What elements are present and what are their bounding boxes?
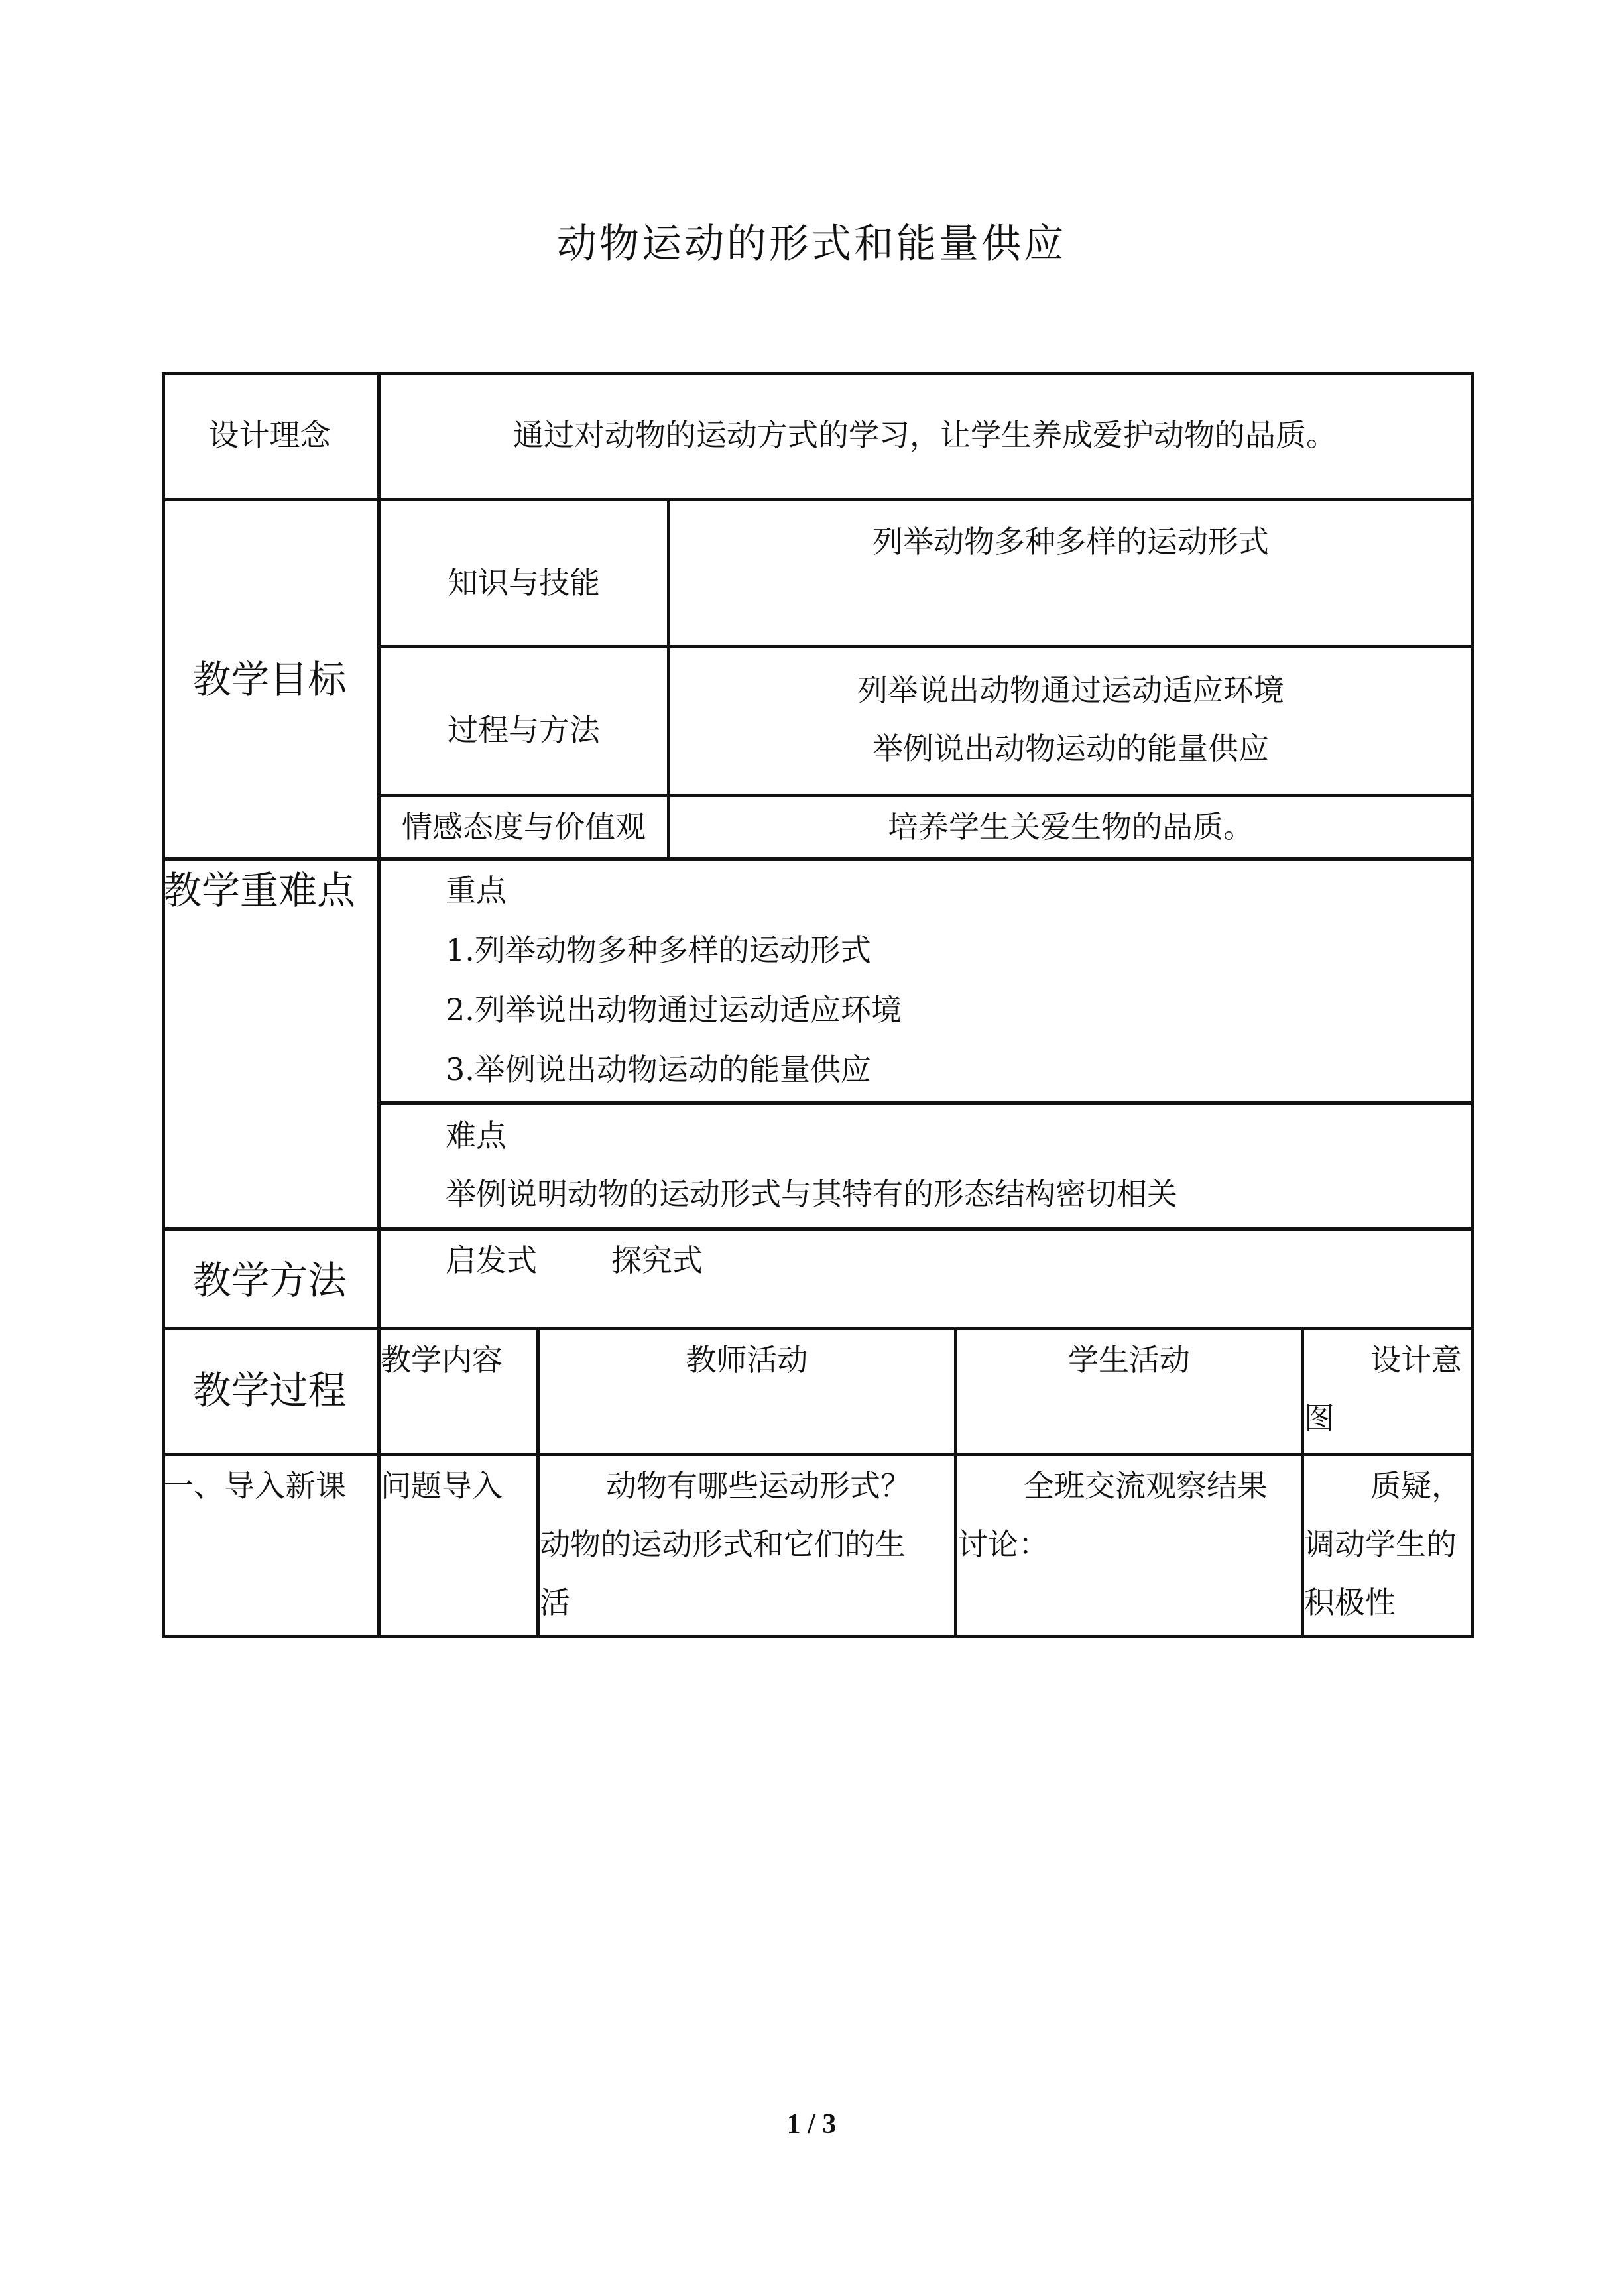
process-content: 问题导入 <box>381 1468 503 1504</box>
table-line <box>379 1453 1474 1456</box>
process-stage: 一、导入新课 <box>163 1468 346 1504</box>
key-points-label: 教学重难点 <box>163 868 356 913</box>
key-item: 1.列举动物多种多样的运动形式 <box>446 932 871 968</box>
goal-content-process-line: 列举说出动物通过运动适应环境 <box>857 672 1284 708</box>
teacher-activity-line: 活 <box>540 1585 570 1620</box>
teacher-activity-line: 动物的运动形式和它们的生 <box>540 1526 906 1562</box>
student-activity-line: 全班交流观察结果 <box>1024 1468 1268 1504</box>
student-activity-line: 讨论： <box>957 1526 1049 1562</box>
methods-label: 教学方法 <box>192 1258 347 1303</box>
table-line <box>379 645 1474 648</box>
table-line <box>162 498 1474 501</box>
design-intent-line: 质疑， <box>1370 1468 1462 1504</box>
key-item: 2.列举说出动物通过运动适应环境 <box>446 992 902 1028</box>
table-line <box>162 1227 1474 1231</box>
process-header-content: 教学内容 <box>381 1342 503 1378</box>
design-concept-content: 通过对动物的运动方式的学习，让学生养成爱护动物的品质。 <box>513 417 1337 453</box>
table-line <box>379 1101 1474 1105</box>
key-item: 3.举例说出动物运动的能量供应 <box>446 1052 871 1087</box>
table-border-bottom <box>162 1635 1474 1638</box>
design-intent-line: 积极性 <box>1304 1585 1396 1620</box>
table-line <box>162 857 1474 861</box>
process-header-teacher: 教师活动 <box>686 1342 808 1378</box>
difficult-item: 举例说明动物的运动形式与其特有的形态结构密切相关 <box>446 1176 1177 1212</box>
method-item: 启发式 <box>446 1242 537 1278</box>
goal-content-process-line: 举例说出动物运动的能量供应 <box>872 731 1269 766</box>
process-label: 教学过程 <box>192 1368 347 1413</box>
goal-label-attitude: 情感态度与价值观 <box>402 809 646 845</box>
design-concept-label: 设计理念 <box>208 417 331 453</box>
design-intent-line: 调动学生的 <box>1304 1526 1457 1562</box>
document-title: 动物运动的形式和能量供应 <box>557 221 1066 267</box>
table-border-top <box>162 372 1474 375</box>
method-item: 探究式 <box>611 1242 703 1278</box>
key-heading: 重点 <box>446 873 507 908</box>
process-header-student: 学生活动 <box>1068 1342 1190 1378</box>
table-line <box>162 1327 1474 1330</box>
process-header-intent-cont: 图 <box>1304 1400 1335 1436</box>
lesson-plan-table <box>162 372 1474 1638</box>
goal-label-process: 过程与方法 <box>448 712 600 748</box>
goal-content-attitude: 培养学生关爱生物的品质。 <box>888 809 1254 845</box>
goal-label-knowledge: 知识与技能 <box>448 565 600 601</box>
process-header-intent: 设计意 <box>1370 1342 1462 1378</box>
table-line <box>379 794 1474 797</box>
difficult-heading: 难点 <box>446 1118 507 1154</box>
table-border-left <box>162 372 165 1638</box>
table-border-right <box>1471 372 1474 1638</box>
teaching-goals-label: 教学目标 <box>192 657 347 702</box>
teacher-activity-line: 动物有哪些运动形式？ <box>606 1468 911 1504</box>
page-number: 1 / 3 <box>786 2109 837 2140</box>
goal-content-knowledge: 列举动物多种多样的运动形式 <box>872 524 1269 560</box>
table-line <box>162 1453 379 1456</box>
